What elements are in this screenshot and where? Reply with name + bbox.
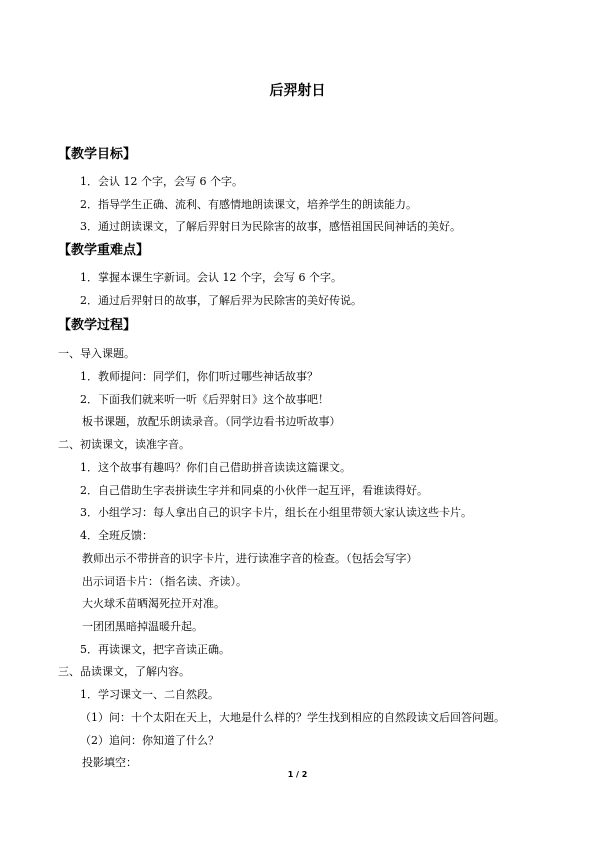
process-line: 1．这个故事有趣吗？你们自己借助拼音读读这篇课文。 — [80, 461, 351, 474]
process-line: 1．学习课文一、二自然段。 — [80, 688, 219, 701]
process-line: 1．教师提问：同学们，你们听过哪些神话故事？ — [80, 370, 318, 383]
goals-heading: 【教学目标】 — [58, 147, 137, 162]
process-line: 投影填空： — [82, 756, 137, 769]
process-line: 2．下面我们就来听一听《后羿射日》这个故事吧！ — [80, 393, 329, 406]
process-line: 教师出示不带拼音的识字卡片，进行读准字音的检查。（包括会写字） — [82, 552, 418, 565]
process-line: （1）问：十个太阳在天上，大地是什么样的？学生找到相应的自然段读文后回答问题。 — [80, 711, 505, 724]
document-title: 后羿射日 — [269, 83, 326, 99]
process-heading: 【教学过程】 — [58, 318, 137, 333]
process-line: 4．全班反馈： — [80, 529, 153, 542]
keypoints-heading: 【教学重难点】 — [58, 243, 150, 258]
goal-item-3: 3．通过朗读课文，了解后羿射日为民除害的故事，感悟祖国民间神话的美好。 — [80, 220, 461, 233]
page-number: 1 / 2 — [287, 770, 308, 779]
process-line: 2．自己借助生字表拼读生字并和同桌的小伙伴一起互评，看谁读得好。 — [80, 484, 428, 497]
process-line: 大火球禾苗晒渴死拉开对准。 — [82, 597, 225, 610]
process-line: 一、导入课题。 — [58, 347, 135, 360]
process-line: 一团团黑暗掉温暖升起。 — [82, 620, 203, 633]
process-line: 3．小组学习：每人拿出自己的识字卡片，组长在小组里带领大家认读这些卡片。 — [80, 506, 472, 519]
goal-item-2: 2．指导学生正确、流利、有感情地朗读课文，培养学生的朗读能力。 — [80, 198, 417, 211]
keypoint-item-1: 1．掌握本课生字新词。会认 12 个字，会写 6 个字。 — [80, 271, 342, 284]
process-line: 二、初读课文，读准字音。 — [58, 438, 190, 451]
process-line: 板书课题，放配乐朗读录音。（同学边看书边听故事） — [82, 415, 341, 428]
process-line: 出示词语卡片：（指名读、齐读）。 — [82, 575, 247, 588]
process-line: 5．再读课文，把字音读正确。 — [80, 643, 230, 656]
process-line: （2）追问：你知道了什么？ — [80, 734, 219, 747]
goal-item-1: 1．会认 12 个字，会写 6 个字。 — [80, 175, 243, 188]
process-line: 三、品读课文，了解内容。 — [58, 665, 190, 678]
keypoint-item-2: 2．通过后羿射日的故事，了解后羿为民除害的美好传说。 — [80, 294, 362, 307]
